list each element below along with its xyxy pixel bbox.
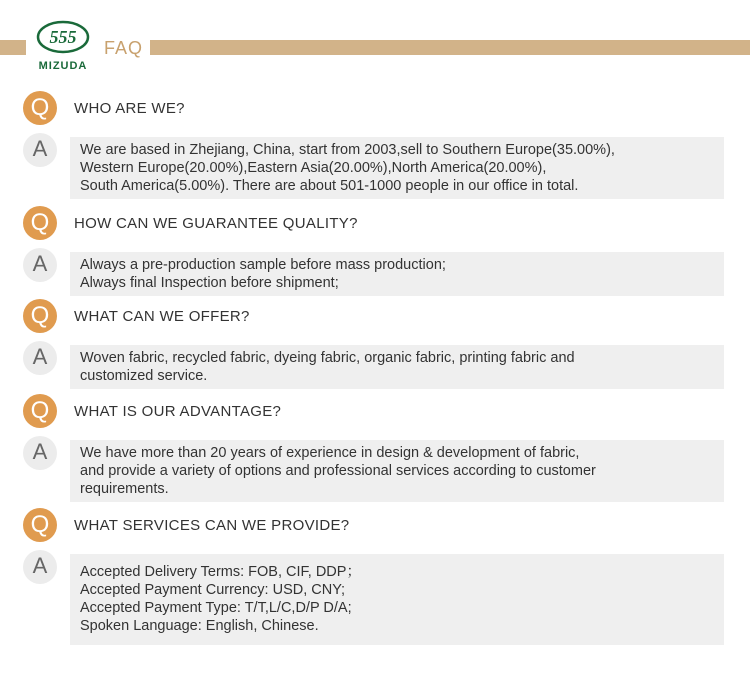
question-badge: Q	[23, 206, 57, 240]
answer-line: Accepted Payment Currency: USD, CNY;	[80, 582, 345, 598]
answer-box	[70, 137, 724, 199]
question-text: WHAT IS OUR ADVANTAGE?	[74, 403, 282, 420]
answer-badge: A	[23, 248, 57, 282]
answer-line: Accepted Payment Type: T/T,L/C,D/P D/A;	[80, 600, 352, 616]
answer-line: Always final Inspection before shipment;	[80, 275, 339, 291]
svg-text:555: 555	[49, 27, 77, 47]
answer-line: Spoken Language: English, Chinese.	[80, 618, 319, 634]
answer-badge: A	[23, 550, 57, 584]
question-badge: Q	[23, 508, 57, 542]
answer-box	[70, 554, 724, 645]
page-title: FAQ	[100, 38, 147, 59]
question-text: WHAT CAN WE OFFER?	[74, 308, 250, 325]
header-bar-right	[150, 40, 750, 55]
answer-line: Accepted Delivery Terms: FOB, CIF, DDP；	[80, 564, 361, 580]
answer-badge: A	[23, 436, 57, 470]
logo-mark-icon	[36, 20, 90, 54]
header-bar-left	[0, 40, 26, 55]
answer-line: requirements.	[80, 481, 169, 497]
answer-badge: A	[23, 133, 57, 167]
answer-badge: A	[23, 341, 57, 375]
question-badge: Q	[23, 299, 57, 333]
question-text: WHAT SERVICES CAN WE PROVIDE?	[74, 517, 350, 534]
answer-line: We have more than 20 years of experience in design & development of fabric,	[80, 445, 580, 461]
brand-logo	[28, 20, 98, 72]
question-text: WHO ARE WE?	[74, 100, 185, 117]
question-badge: Q	[23, 91, 57, 125]
answer-line: Always a pre-production sample before mass production;	[80, 257, 446, 273]
answer-box	[70, 440, 724, 502]
answer-line: Woven fabric, recycled fabric, dyeing fabric, organic fabric, printing fabric and	[80, 350, 575, 366]
page-header	[0, 0, 750, 78]
answer-box	[70, 345, 724, 389]
answer-box	[70, 252, 724, 296]
logo-text: MIZUDA	[38, 60, 88, 72]
question-text: HOW CAN WE GUARANTEE QUALITY?	[74, 215, 358, 232]
answer-line: and provide a variety of options and professional services according to customer	[80, 463, 596, 479]
answer-line: customized service.	[80, 368, 208, 384]
answer-line: We are based in Zhejiang, China, start from 2003,sell to Southern Europe(35.00%),	[80, 142, 615, 158]
answer-line: South America(5.00%). There are about 501-1000 people in our office in total.	[80, 178, 579, 194]
answer-line: Western Europe(20.00%),Eastern Asia(20.00%),North America(20.00%),	[80, 160, 547, 176]
question-badge: Q	[23, 394, 57, 428]
